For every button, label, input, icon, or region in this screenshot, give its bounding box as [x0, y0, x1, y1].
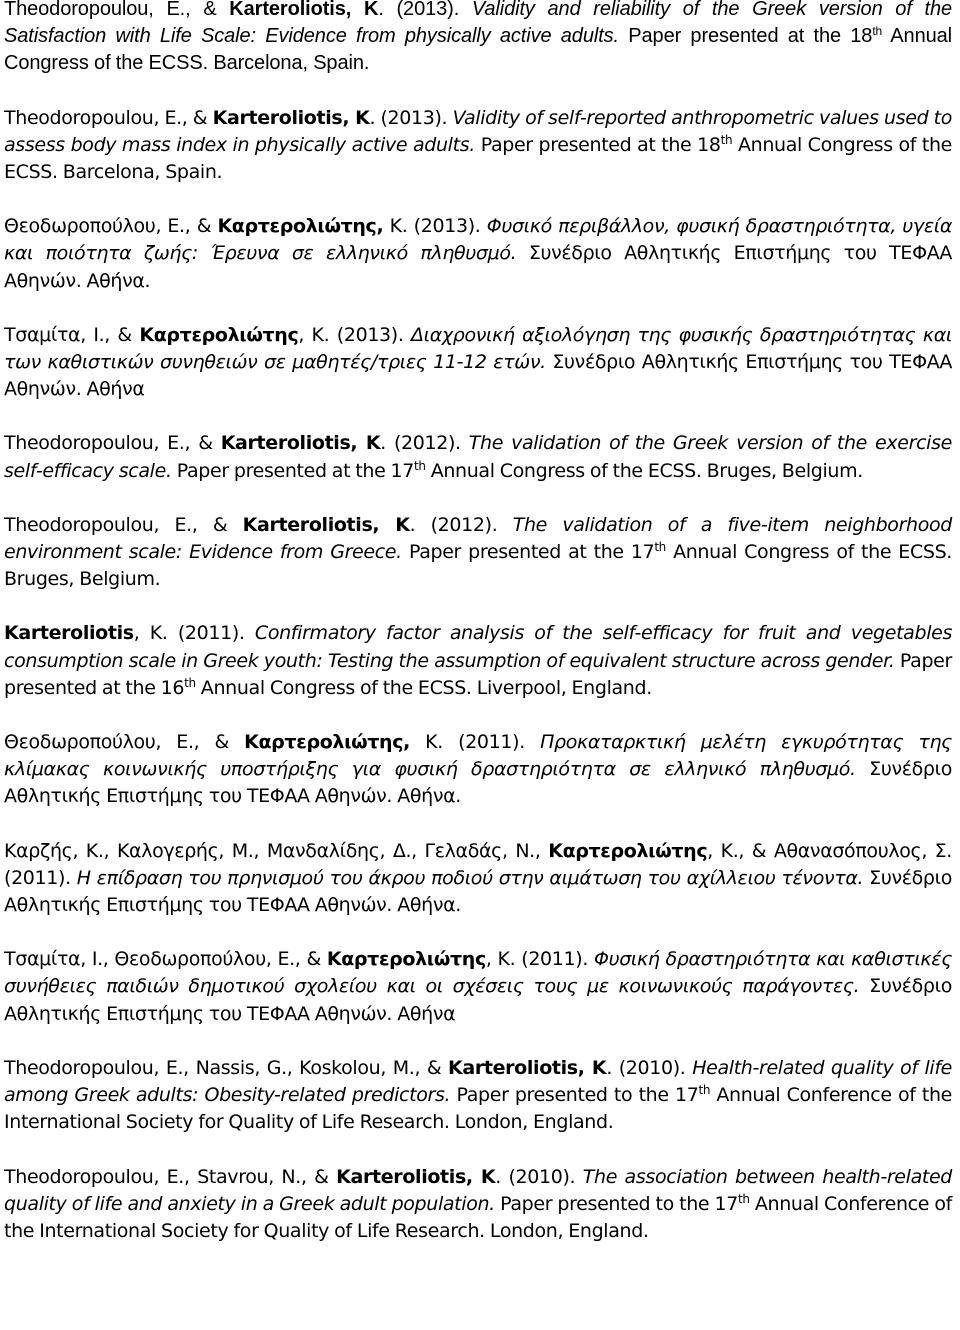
reference-entry [4, 1055, 952, 1137]
reference-entry [4, 512, 952, 594]
entry-spacer [4, 485, 952, 512]
ref-authors: Theodoropoulou, E., Stavrou, N., & [4, 1165, 337, 1188]
reference-entry [4, 0, 952, 78]
ref-authors: Τσαμίτα, Ι., Θεοδωροπούλου, Ε., & [4, 948, 327, 971]
ref-authors: Theodoropoulou, E., & [4, 106, 213, 129]
ref-year: Κ. (2013). [383, 215, 487, 238]
ref-ordinal-suffix: th [737, 1191, 750, 1206]
ref-venue: Paper presented to the 17 [450, 1084, 699, 1107]
ref-author-highlight: Karteroliotis, K [229, 0, 379, 20]
ref-title: Η επίδραση του πρηνισμού του άκρου ποδιού στην αιμάτωση του αχίλλειου τένοντα. [76, 866, 864, 889]
ref-venue: Paper presented at the 16 [4, 649, 952, 699]
entry-spacer [4, 1028, 952, 1055]
entry-spacer [4, 403, 952, 430]
ref-venue-rest: Annual Congress of the ECSS. Barcelona, Spain. [4, 133, 953, 184]
ref-author-highlight: Καρτερολιώτης, [244, 731, 411, 754]
ref-author-highlight: Karteroliotis [4, 622, 134, 645]
ref-author-highlight: Karteroliotis, K [212, 106, 370, 129]
ref-venue: Συνέδριο Αθλητικής Επιστήμης του ΤΕΦΑΑ Αθηνών. Αθήνα. [4, 866, 952, 917]
entry-spacer [4, 1137, 952, 1164]
ref-title: Confirmatory factor analysis of the self-efficacy for fruit and vegetables consumption scale in Greek youth: Testing the assumption of equivalent structure across gender. [4, 622, 953, 672]
ref-ordinal-suffix: th [872, 24, 883, 39]
ref-venue: Paper presented at the 18 [619, 25, 873, 48]
ref-year: , K. (2011). [133, 622, 255, 645]
ref-authors: Καρζής, Κ., Καλογερής, Μ., Μανδαλίδης, Δ., Γελαδάς, Ν., [4, 839, 549, 862]
reference-entry [4, 946, 952, 1028]
ref-title: The association between health-related quality of life and anxiety in a Greek adult population. [4, 1165, 953, 1215]
ref-authors: Theodoropoulou, E., & [4, 513, 243, 536]
reference-entry [4, 1164, 952, 1246]
ref-title: Validity and reliability of the Greek version of the Satisfaction with Life Scale: Evidence from physically active adults. [4, 0, 953, 48]
ref-authors: Theodoropoulou, E., & [4, 0, 230, 20]
ref-year: . (2010). [606, 1056, 693, 1079]
ref-authors: Theodoropoulou, E., Nassis, G., Koskolou, M., & [4, 1056, 449, 1079]
reference-entry [4, 430, 952, 484]
ref-title: Validity of self-reported anthropometric values used to assess body mass index in physically active adults. [4, 106, 952, 156]
ref-author-highlight: Karteroliotis, K [242, 513, 410, 536]
ref-title: The validation of a five-item neighborhood environment scale: Evidence from Greece. [4, 513, 952, 564]
ref-year: . (2013). [369, 106, 453, 129]
ref-ordinal-suffix: th [413, 458, 426, 473]
reference-entry [4, 213, 952, 295]
ref-venue: Συνέδριο Αθλητικής Επιστήμης του ΤΕΦΑΑ Αθηνών. Αθήνα [4, 975, 952, 1025]
ref-authors: Θεοδωροπούλου, Ε., & [4, 215, 218, 238]
entry-spacer [4, 593, 952, 620]
ref-venue-rest: Annual Congress of the ECSS. Bruges, Belgium. [425, 459, 863, 482]
reference-entry [4, 322, 952, 404]
ref-title: Διαχρονική αξιολόγηση της φυσικής δραστηριότητας και των καθιστικών συνηθειών σε μαθητές/τριες 11-12 ετών. [4, 323, 952, 374]
ref-ordinal-suffix: th [720, 132, 733, 147]
ref-author-highlight: Καρτερολιώτης [326, 948, 486, 971]
ref-ordinal-suffix: th [654, 540, 666, 555]
ref-author-highlight: Karteroliotis, K [336, 1165, 496, 1188]
ref-venue-rest: Annual Conference of the International Society for Quality of Life Research. London, England. [4, 1192, 952, 1242]
ref-venue: Paper presented at the 17 [401, 541, 655, 564]
entry-spacer [4, 702, 952, 729]
reference-list [4, 0, 952, 1245]
ref-title: Φυσικό περιβάλλον, φυσική δραστηριότητα, υγεία και ποιότητα ζωής: Έρευνα σε ελληνικό πληθυσμό. [4, 215, 952, 265]
ref-title: The validation of the Greek version of the exercise self-efficacy scale. [4, 432, 952, 482]
ref-author-highlight: Karteroliotis, K [448, 1056, 607, 1079]
ref-year: . (2010). [495, 1165, 583, 1188]
ref-venue: Συνέδριο Αθλητικής Επιστήμης του ΤΕΦΑΑ Αθηνών. Αθήνα. [4, 242, 952, 292]
entry-spacer [4, 186, 952, 213]
ref-ordinal-suffix: th [184, 675, 196, 690]
ref-venue-rest: Annual Congress of the ECSS. Liverpool, England. [195, 676, 652, 699]
reference-entry [4, 105, 952, 187]
reference-entry [4, 620, 952, 702]
ref-author-highlight: Καρτερολιώτης [548, 839, 708, 862]
ref-venue-rest: Annual Conference of the International Society for Quality of Life Research. London, England. [4, 1084, 952, 1134]
ref-year: , Κ., & Αθανασόπουλος, Σ. (2011). [4, 839, 952, 889]
ref-author-highlight: Καρτερολιώτης [139, 323, 299, 346]
ref-venue: Paper presented to the 17 [494, 1192, 738, 1215]
ref-venue: Paper presented at the 17 [171, 459, 414, 482]
reference-entry [4, 838, 952, 920]
ref-authors: Τσαμίτα, Ι., & [4, 323, 140, 346]
ref-title: Φυσική δραστηριότητα και καθιστικές συνήθειες παιδιών δημοτικού σχολείου και οι σχέσεις τους με κοινωνικούς παράγοντες. [4, 948, 952, 998]
ref-authors: Θεοδωροπούλου, Ε., & [4, 731, 245, 754]
ref-year: . (2012). [409, 513, 513, 536]
ref-venue-rest: Annual Congress of the ECSS. Bruges, Belgium. [4, 541, 952, 591]
ref-author-highlight: Καρτερολιώτης, [217, 215, 384, 238]
ref-authors: Theodoropoulou, E., & [4, 432, 221, 455]
entry-spacer [4, 295, 952, 322]
ref-title: Προκαταρκτική μελέτη εγκυρότητας της κλίμακας κοινωνικής υποστήριξης για φυσική δραστηριότητα σε ελληνικό πληθυσμό. [4, 731, 952, 781]
reference-entry [4, 729, 952, 811]
entry-spacer [4, 78, 952, 105]
ref-title: Health-related quality of life among Greek adults: Obesity-related predictors. [4, 1056, 953, 1107]
entry-spacer [4, 919, 952, 946]
entry-spacer [4, 811, 952, 838]
ref-venue: Συνέδριο Αθλητικής Επιστήμης του ΤΕΦΑΑ Αθηνών. Αθήνα [4, 351, 952, 401]
ref-venue-rest: Annual Congress of the ECSS. Barcelona, Spain. [4, 25, 952, 75]
ref-venue: Συνέδριο Αθλητικής Επιστήμης του ΤΕΦΑΑ Αθηνών. Αθήνα. [4, 758, 952, 808]
ref-author-highlight: Karteroliotis, K [220, 432, 381, 455]
ref-year: . (2013). [378, 0, 472, 20]
ref-year: , Κ. (2013). [298, 323, 411, 346]
ref-year: , Κ. (2011). [485, 948, 594, 971]
ref-venue: Paper presented at the 18 [474, 133, 721, 156]
ref-year: Κ. (2011). [410, 731, 541, 754]
ref-ordinal-suffix: th [698, 1083, 711, 1098]
ref-year: . (2012). [380, 432, 469, 455]
